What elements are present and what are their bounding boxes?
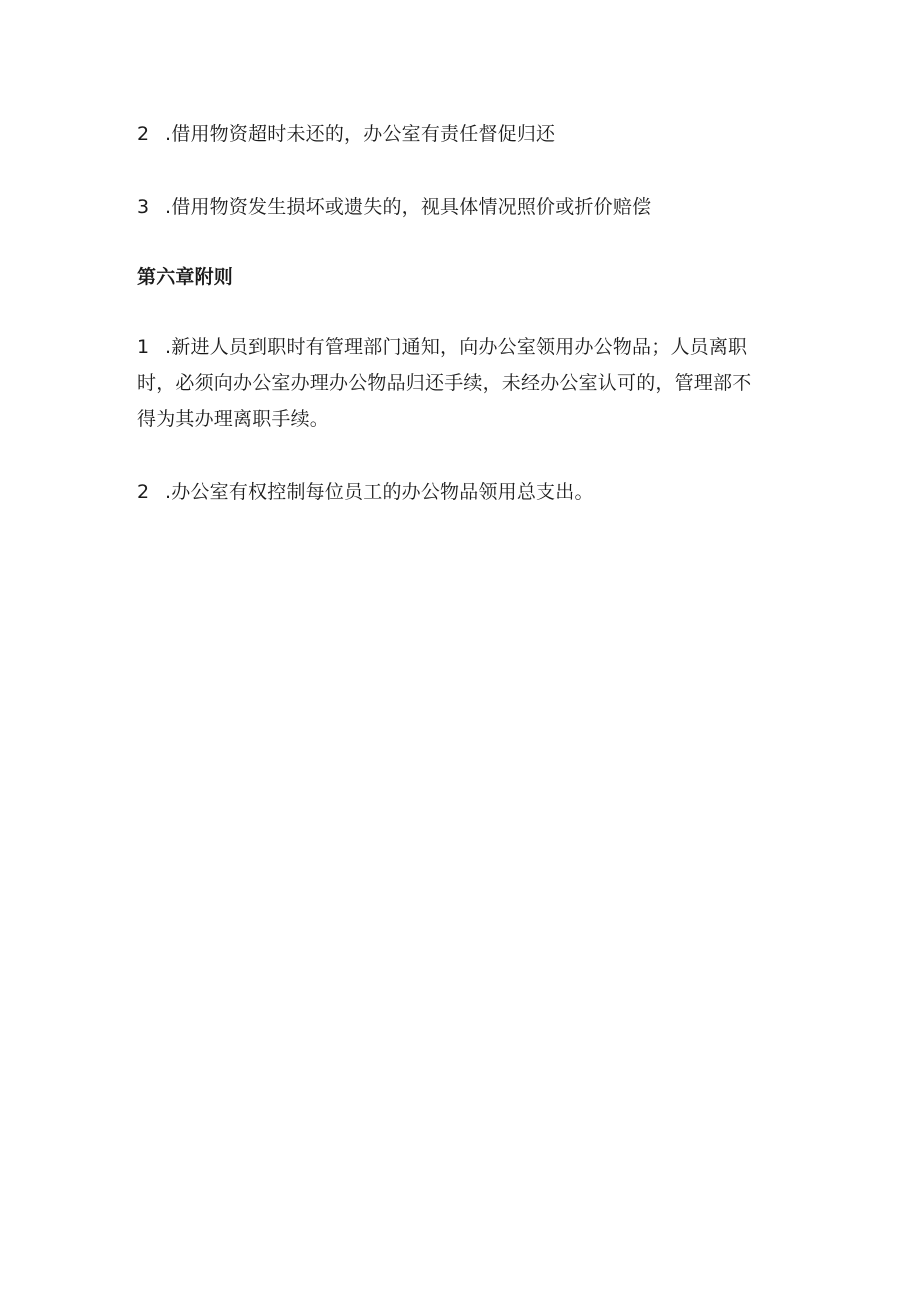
item-number: 1 — [137, 336, 150, 358]
item-number: 2 — [137, 123, 150, 145]
item-text-line: 时，必须向办公室办理办公物品归还手续，未经办公室认可的，管理部不 — [137, 372, 752, 394]
item-text: .办公室有权控制每位员工的办公物品领用总支出。 — [165, 481, 594, 503]
item-number: 2 — [137, 481, 150, 503]
list-item-return-overdue — [137, 116, 787, 152]
list-item-damage-compensation — [137, 189, 787, 225]
item-number: 3 — [137, 196, 150, 218]
item-text-line: .新进人员到职时有管理部门通知，向办公室领用办公物品；人员离职 — [165, 336, 748, 358]
list-item-onboarding-offboarding — [137, 329, 787, 437]
item-text-line: 得为其办理离职手续。 — [137, 408, 330, 430]
item-text: .借用物资超时未还的，办公室有责任督促归还 — [165, 123, 556, 145]
document-body — [137, 116, 787, 510]
chapter-heading: 第六章附则 — [137, 266, 234, 288]
list-item-expense-control — [137, 474, 787, 510]
item-text: .借用物资发生损坏或遗失的，视具体情况照价或折价赔偿 — [165, 196, 652, 218]
